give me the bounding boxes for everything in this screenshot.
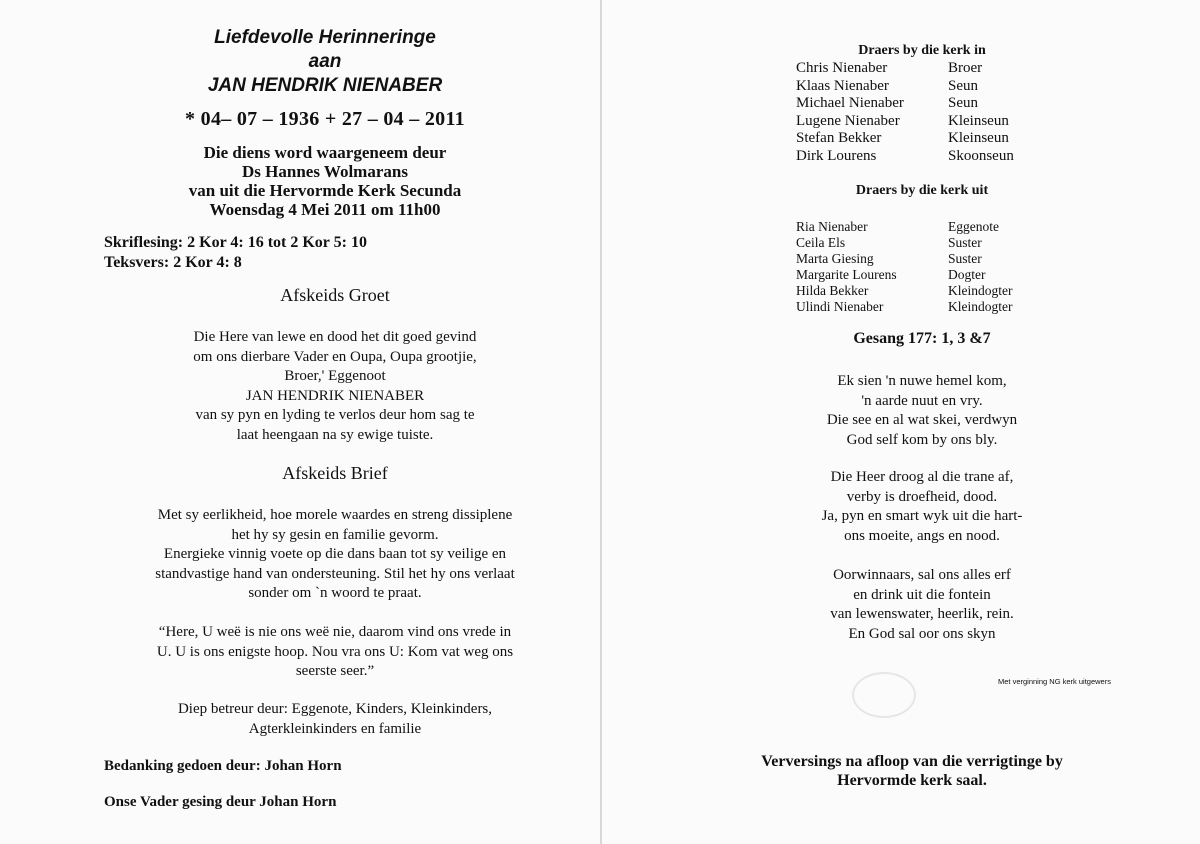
bearers-in-list	[796, 60, 1014, 165]
bearer-relation: Skoonseun	[948, 147, 1014, 164]
service-details	[0, 143, 650, 219]
list-item	[796, 130, 1014, 148]
bearer-relation: Kleinseun	[948, 112, 1009, 129]
birth-death-dates: * 04– 07 – 1936 + 27 – 04 – 2011	[185, 108, 465, 130]
list-item	[796, 78, 1014, 96]
bearer-name: Ulindi Nienaber	[796, 299, 884, 314]
farewell-greeting-text	[0, 328, 670, 445]
greeting-line: laat heengaan na sy ewige tuiste.	[236, 426, 434, 443]
bearer-name: Michael Nienaber	[796, 95, 904, 111]
hymn-stanza-2	[602, 468, 1200, 546]
farewell-letter-title: Afskeids Brief	[282, 463, 388, 483]
bearer-name: Stefan Bekker	[796, 130, 882, 146]
memorial-heading-aan: aan	[308, 51, 342, 72]
bearer-name: Klaas Nienaber	[796, 77, 889, 94]
list-item	[796, 299, 1012, 315]
hymn-title: Gesang 177: 1, 3 &7	[853, 330, 991, 347]
bearer-relation: Eggenote	[948, 219, 999, 234]
stanza-line: verby is droefheid, dood.	[846, 488, 998, 505]
bearer-name: Margarite Lourens	[796, 267, 897, 282]
mourned-by	[0, 700, 670, 739]
bearer-relation: Kleindogter	[948, 299, 1013, 314]
letter-line: Met sy eerlikheid, hoe morele waardes en streng dissiplene	[157, 507, 513, 523]
deceased-name: JAN HENDRIK NIENABER	[207, 75, 443, 96]
bearer-relation: Broer	[948, 60, 983, 76]
bearer-relation: Dogter	[948, 267, 986, 282]
mourned-line: Diep betreur deur: Eggenote, Kinders, Kleinkinders,	[177, 701, 493, 717]
farewell-letter-paragraph-1	[0, 506, 670, 604]
farewell-letter-paragraph-2	[0, 623, 670, 682]
letter-line: U. U is ons enigste hoop. Nou vra ons U: Kom vat weg ons	[156, 643, 514, 660]
bearer-relation: Kleinseun	[948, 130, 1009, 146]
hymn-stanza-3	[602, 566, 1200, 644]
bearer-name: Ria Nienaber	[796, 219, 868, 234]
greeting-line: JAN HENDRIK NIENABER	[245, 387, 425, 404]
letter-line: Energieke vinnig voete op die dans baan tot sy veilige en	[163, 546, 507, 562]
service-line: van uit die Hervormde Kerk Secunda	[188, 181, 462, 200]
scripture-block	[104, 233, 367, 273]
list-item	[796, 283, 1012, 299]
bearer-relation: Kleindogter	[948, 283, 1013, 298]
bearer-name: Marta Giesing	[796, 251, 874, 266]
bearer-relation: Suster	[948, 235, 982, 250]
stanza-line: God self kom by ons bly.	[846, 431, 998, 448]
greeting-line: Broer,' Eggenoot	[284, 368, 386, 384]
list-item	[796, 267, 1012, 283]
bearer-name: Hilda Bekker	[796, 283, 869, 298]
stanza-line: En God sal oor ons skyn	[848, 625, 996, 642]
letter-line: sonder om `n woord te praat.	[248, 585, 422, 601]
stanza-line: Oorwinnaars, sal ons alles erf	[833, 567, 1011, 583]
thanks-line: Bedanking gedoen deur: Johan Horn	[104, 758, 342, 774]
memorial-heading: Liefdevolle Herinneringe	[214, 27, 436, 48]
service-line: Ds Hannes Wolmarans	[242, 162, 408, 181]
lords-prayer-line: Onse Vader gesing deur Johan Horn	[104, 794, 337, 810]
greeting-line: Die Here van lewe en dood het dit goed gevind	[193, 329, 477, 345]
bearer-relation: Suster	[948, 251, 982, 266]
stanza-line: Ek sien 'n nuwe hemel kom,	[837, 373, 1007, 389]
refreshments-line: Hervormde kerk saal.	[837, 772, 987, 789]
stanza-line: Ja, pyn en smart wyk uit die hart-	[821, 508, 1023, 524]
greeting-line: van sy pyn en lyding te verlos deur hom sag te	[195, 407, 475, 423]
list-item	[796, 235, 1012, 251]
stanza-line: 'n aarde nuut en vry.	[861, 392, 983, 409]
refreshments-line: Verversings na afloop van die verrigtinge by	[761, 753, 1063, 770]
bearer-name: Lugene Nienaber	[796, 112, 900, 129]
bearers-in-title: Draers by die kerk in	[858, 43, 986, 58]
list-item	[796, 219, 1012, 235]
list-item	[796, 60, 1014, 78]
list-item	[796, 148, 1014, 166]
list-item	[796, 95, 1014, 113]
bearers-out-list	[796, 219, 1012, 315]
text-verse: Teksvers: 2 Kor 4: 8	[104, 254, 242, 271]
stanza-line: en drink uit die fontein	[853, 586, 991, 603]
farewell-greeting-title: Afskeids Groet	[280, 285, 390, 305]
publisher-credit: Met verginning NG kerk uitgewers	[998, 677, 1111, 686]
faded-stamp	[852, 672, 916, 718]
refreshments-note	[602, 752, 1200, 790]
bearers-out-title: Draers by die kerk uit	[855, 183, 989, 198]
stanza-line: ons moeite, angs en nood.	[844, 527, 1000, 544]
right-page	[602, 0, 1200, 844]
bearer-relation: Seun	[948, 95, 978, 111]
scripture-reading: Skriflesing: 2 Kor 4: 16 tot 2 Kor 5: 10	[104, 234, 367, 251]
letter-line: standvastige hand van ondersteuning. Stil het hy ons verlaat	[155, 565, 515, 582]
stanza-line: Die Heer droog al die trane af,	[830, 469, 1014, 485]
mourned-line: Agterkleinkinders en familie	[248, 720, 422, 737]
bearer-name: Ceila Els	[796, 235, 846, 250]
letter-line: “Here, U weë is nie ons weë nie, daarom vind ons vrede in	[158, 624, 512, 640]
greeting-line: om ons dierbare Vader en Oupa, Oupa grootjie,	[193, 348, 477, 365]
stanza-line: Die see en al wat skei, verdwyn	[826, 412, 1018, 428]
service-line: Die diens word waargeneem deur	[203, 143, 447, 162]
bearer-relation: Seun	[948, 77, 978, 94]
hymn-stanza-1	[602, 372, 1200, 450]
list-item	[796, 251, 1012, 267]
letter-line: seerste seer.”	[295, 663, 375, 679]
letter-line: het hy sy gesin en familie gevorm.	[231, 526, 439, 543]
bearer-name: Dirk Lourens	[796, 147, 877, 164]
bearer-name: Chris Nienaber	[796, 60, 888, 76]
list-item	[796, 113, 1014, 131]
service-line: Woensdag 4 Mei 2011 om 11h00	[209, 200, 441, 219]
stanza-line: van lewenswater, heerlik, rein.	[830, 606, 1014, 622]
